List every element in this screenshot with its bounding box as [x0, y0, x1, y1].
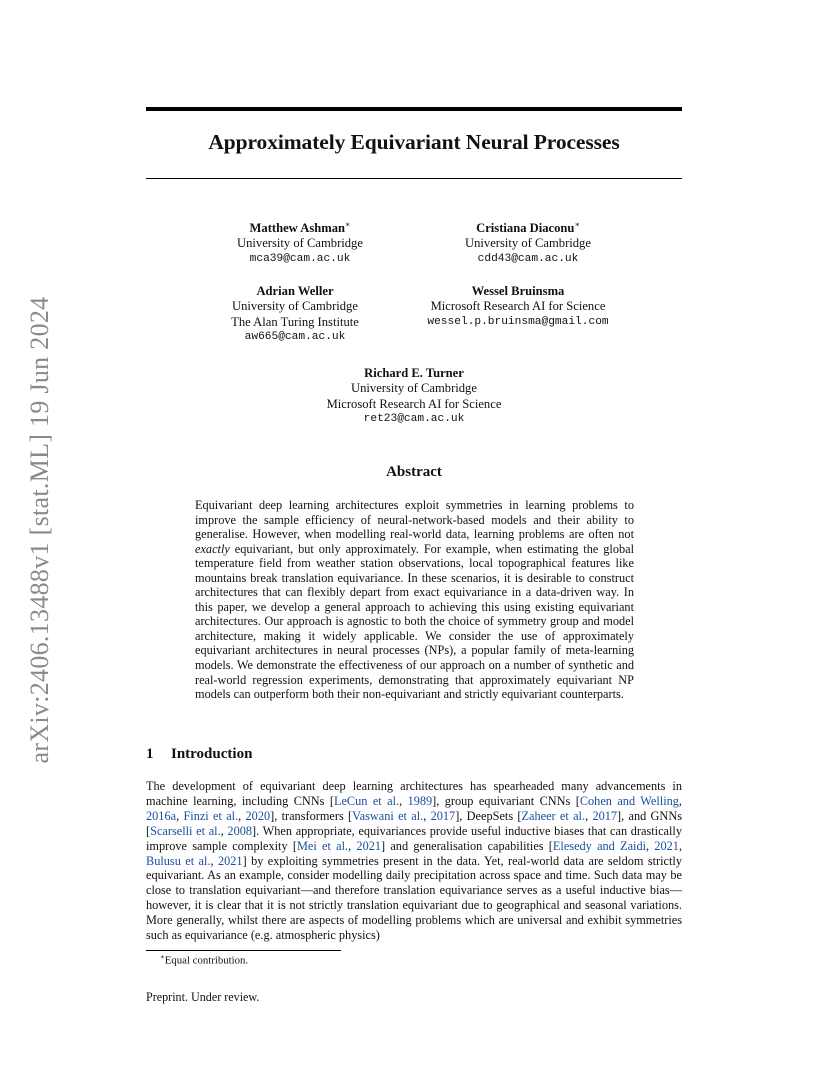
- intro-text: ,: [646, 838, 655, 853]
- author-block: [410, 284, 626, 330]
- author-affiliation: The Alan Turing Institute: [231, 314, 359, 329]
- author-name: Matthew Ashman∗: [249, 220, 351, 236]
- intro-text: ,: [423, 808, 431, 823]
- citation-link[interactable]: 2021: [654, 838, 679, 853]
- author-email[interactable]: wessel.p.bruinsma@gmail.com: [427, 315, 609, 328]
- citation-link[interactable]: LeCun et al.: [333, 793, 400, 808]
- citation-link[interactable]: Finzi et al.: [183, 808, 239, 823]
- author-affiliation: Microsoft Research AI for Science: [326, 396, 502, 411]
- intro-text: ], transformers [: [270, 808, 353, 823]
- author-affiliation: University of Cambridge: [237, 236, 363, 251]
- citation-link[interactable]: 2008: [227, 823, 253, 838]
- author-block: [420, 217, 636, 267]
- author-name: Wessel Bruinsma: [471, 284, 565, 298]
- arxiv-identifier-stamp: arXiv:2406.13488v1 [stat.ML] 19 Jun 2024: [25, 296, 54, 764]
- author-affiliation: Microsoft Research AI for Science: [430, 299, 606, 314]
- intro-text: ], DeepSets [: [455, 808, 522, 823]
- intro-text: ,: [220, 823, 228, 838]
- author-block: [200, 217, 400, 267]
- citation-link[interactable]: Elesedy and Zaidi: [552, 838, 647, 853]
- citation-link[interactable]: Mei et al.: [296, 838, 349, 853]
- intro-text: ,: [585, 808, 593, 823]
- citation-link[interactable]: Vaswani et al.: [352, 808, 424, 823]
- citation-link[interactable]: Zaheer et al.: [521, 808, 586, 823]
- intro-text: ]. When appropriate, equivariances provide useful inductive biases that can drastically improve sample complexity [: [146, 823, 682, 853]
- author-name: Cristiana Diaconu∗: [476, 220, 580, 236]
- author-email[interactable]: mca39@cam.ac.uk: [249, 252, 351, 265]
- intro-text: ], and GNNs [: [146, 808, 682, 838]
- author-name: Adrian Weller: [256, 284, 334, 298]
- citation-link[interactable]: 2021: [356, 838, 382, 853]
- intro-text: ,: [399, 793, 408, 808]
- author-block: [196, 284, 394, 345]
- citation-link[interactable]: 2017: [592, 808, 618, 823]
- intro-text: ,: [210, 853, 218, 868]
- intro-text: ,: [176, 808, 184, 823]
- abstract-text: Equivariant deep learning architectures exploit symmetries in learning problems to improve the sample efficiency of neural-network-based models and their ability to generalise. However, when modelling real-world data, learning problems are often not exactly equivariant, but only approximately. For example, when estimating the global temperature field from weather station observations, local topographical features like mountains break translation equivariance. In these scenarios, it is desirable to construct architectures that can flexibly depart from exact equivariance in a data-driven way. In this paper, we develop a general approach to achieving this using existing equivariant architectures. Our approach is agnostic to both the choice of symmetry group and model architecture, making it widely applicable. We consider the use of approximately equivariant architectures in neural processes (NPs), a popular family of meta-learning models. We demonstrate the effectiveness of our approach on a number of synthetic and real-world regression experiments, demonstrating that approximately equivariant NP models can outperform both their non-equivariant and strictly equivariant counterparts.: [195, 498, 634, 702]
- citation-link[interactable]: Scarselli et al.: [150, 823, 221, 838]
- abstract-heading: Abstract: [386, 464, 442, 480]
- paper-title: Approximately Equivariant Neural Processes: [208, 130, 620, 154]
- intro-text: ,: [678, 793, 682, 808]
- citation-link[interactable]: 2016a: [146, 808, 177, 823]
- citation-link[interactable]: 2017: [430, 808, 456, 823]
- intro-text: ,: [238, 808, 246, 823]
- introduction-paragraph: [146, 779, 682, 943]
- author-affiliation: University of Cambridge: [232, 299, 358, 314]
- citation-link[interactable]: 2020: [245, 808, 271, 823]
- title-bottom-rule: [146, 178, 682, 179]
- citation-link[interactable]: 2021: [217, 853, 243, 868]
- preprint-note: Preprint. Under review.: [146, 990, 260, 1004]
- intro-text: ] by exploiting symmetries present in the data. Yet, real-world data are seldom strictly equivariant. As an example, consider modelling daily precipitation across space and time. Such data may be close to translation equivariant—and therefore translation equivariance serves as a useful inductive bias—however, it is clear that it is not strictly translation equivariant due to geographical and seasonal variations. More generally, whilst there are aspects of modelling problems which are universal and exhibit symmetries such as equivariance (e.g. atmospheric physics): [146, 853, 682, 943]
- section-heading-introduction: 1 Introduction: [146, 746, 253, 762]
- citation-link[interactable]: Cohen and Welling: [579, 793, 679, 808]
- footnote: ∗Equal contribution.: [160, 953, 249, 967]
- citation-link[interactable]: 1989: [407, 793, 433, 808]
- author-block: [300, 366, 528, 427]
- author-affiliation: University of Cambridge: [465, 236, 591, 251]
- title-top-rule: [146, 107, 682, 111]
- intro-text: ,: [678, 838, 683, 853]
- author-affiliation: University of Cambridge: [351, 381, 477, 396]
- author-name: Richard E. Turner: [364, 366, 464, 380]
- intro-text: ,: [348, 838, 357, 853]
- intro-text: ], group equivariant CNNs [: [432, 793, 580, 808]
- author-email[interactable]: cdd43@cam.ac.uk: [477, 252, 579, 265]
- citation-link[interactable]: Bulusu et al.: [146, 853, 211, 868]
- intro-text: ] and generalisation capabilities [: [381, 838, 553, 853]
- footnote-rule: [146, 950, 341, 951]
- author-email[interactable]: ret23@cam.ac.uk: [363, 412, 465, 425]
- intro-text: The development of equivariant deep learning architectures has spearheaded many advancements in machine learning, including CNNs [: [146, 779, 682, 808]
- author-email[interactable]: aw665@cam.ac.uk: [244, 330, 346, 343]
